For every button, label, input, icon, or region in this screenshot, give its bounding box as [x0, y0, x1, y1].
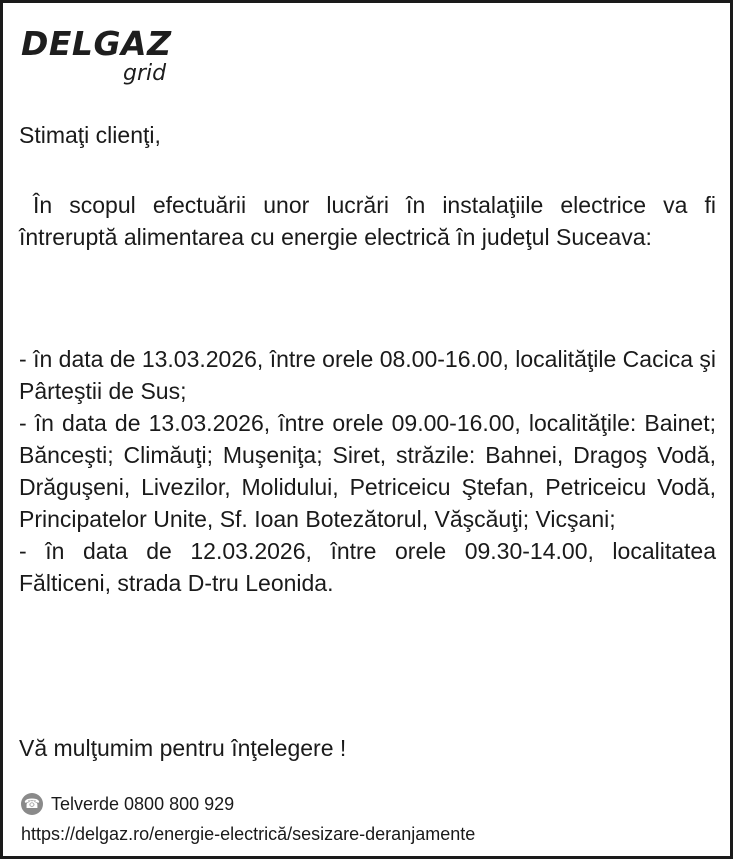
- logo-sub: grid: [123, 61, 167, 86]
- greeting: Stimaţi clienţi,: [19, 122, 161, 148]
- delgaz-grid-logo: [21, 25, 191, 91]
- phone-icon: ☎: [21, 793, 43, 815]
- thanks-line: Vă mulţumim pentru înţelegere !: [19, 735, 347, 761]
- notice-item: - în data de 13.03.2026, între orele 08.00-16.00, localităţile Cacica şi Pârteştii de Sus;: [19, 346, 716, 404]
- intro-paragraph: În scopul efectuării unor lucrări în instalaţiile electrice va fi întreruptă alimentarea cu energie electrică în judeţul Suceava:: [19, 192, 716, 250]
- support-url: https://delgaz.ro/energie-electrică/sesizare-deranjamente: [21, 824, 476, 844]
- notice-item: - în data de 13.03.2026, între orele 09.00-16.00, localităţile: Bainet; Bănceşti; Climăuţi; Muşeniţa; Siret, străzile: Bahnei, Dragoş Vodă, Drăguşeni, Livezilor, Molidului, Petriceicu Ştefan, Petriceicu Vodă, Principatelor Unite, Sf. Ioan Botezătorul, Văşcăuţi; Vicşani;: [19, 410, 716, 532]
- notice-item: - în data de 12.03.2026, între orele 09.30-14.00, localitatea Fălticeni, strada D-tru Leonida.: [19, 538, 716, 596]
- phone-number: Telverde 0800 800 929: [51, 794, 235, 814]
- phone-row: [21, 791, 475, 817]
- contact-block: [21, 791, 475, 847]
- logo-brand: DELGAZ: [21, 24, 172, 63]
- notice-list: [19, 343, 716, 599]
